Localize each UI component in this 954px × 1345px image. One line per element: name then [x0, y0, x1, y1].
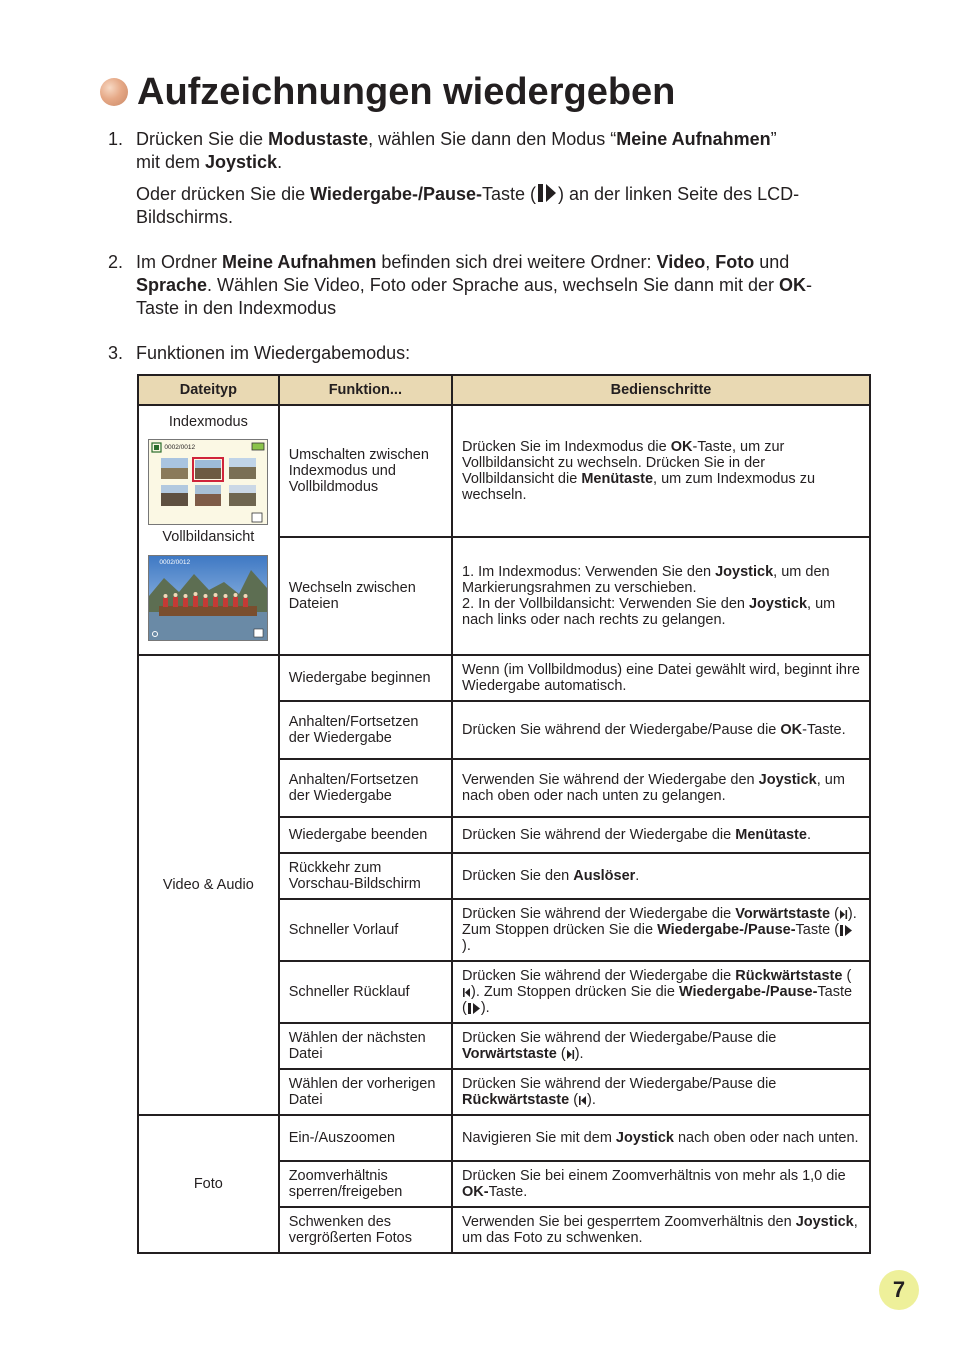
bold-text: Sprache: [136, 275, 208, 295]
table-row: [138, 405, 870, 537]
page-number-badge: 7: [879, 1270, 919, 1310]
text: ).: [462, 938, 471, 954]
bold-text: OK: [779, 275, 807, 295]
text: und: [754, 252, 790, 272]
text: ). Zum Stoppen drücken Sie die: [462, 906, 857, 938]
text: nach oben oder nach unten.: [673, 1130, 859, 1146]
steps-cell: [452, 1023, 870, 1069]
index-mode-label: Indexmodus: [168, 414, 248, 430]
text: .: [277, 152, 283, 172]
text: (: [569, 1092, 579, 1108]
steps-cell: [452, 759, 870, 817]
steps-cell: [452, 1115, 870, 1161]
text: Drücken Sie während der Wiedergabe die: [462, 906, 736, 922]
text: (: [842, 968, 852, 984]
page-title: Aufzeichnungen wiedergeben: [137, 71, 676, 113]
bold-text: Wiedergabe-/Pause-: [310, 184, 482, 204]
text: befinden sich drei weitere Ordner:: [376, 252, 657, 272]
steps-cell: [452, 1207, 870, 1253]
bold-text: Rückwärtstaste: [735, 968, 843, 984]
text: ). Zum Stoppen drücken Sie die: [471, 984, 679, 1000]
text: , um das Foto zu schwenken.: [462, 1214, 858, 1246]
full-view-screenshot: [148, 555, 268, 641]
step-number: 2.: [108, 252, 124, 272]
text: Taste in den Indexmodus: [136, 298, 337, 318]
video-audio-cell: Video & Audio: [138, 655, 279, 1115]
text: Drücken Sie den: [462, 868, 574, 884]
bold-text: OK: [780, 722, 803, 738]
text: Drücken Sie während der Wiedergabe/Pause die: [462, 1076, 777, 1092]
steps-cell: [452, 899, 870, 961]
text: Taste (: [795, 922, 840, 938]
function-cell: Schwenken des vergrößerten Fotos: [279, 1207, 452, 1253]
full-view-label: Vollbildansicht: [162, 529, 255, 545]
text: Taste (: [462, 984, 853, 1016]
play-pause-icon: [467, 1002, 481, 1015]
function-cell: Schneller Rücklauf: [279, 961, 452, 1023]
text: ).: [587, 1092, 596, 1108]
text: , um den Markierungsrahmen zu verschieben.: [462, 564, 830, 596]
text: mit dem: [136, 152, 206, 172]
bold-text: Joystick: [748, 596, 808, 612]
play-pause-icon: [839, 924, 853, 937]
text: Verwenden Sie bei gesperrtem Zoomverhältnis den: [462, 1214, 796, 1230]
forward-icon: [839, 908, 848, 921]
playback-functions-table: [137, 374, 871, 1254]
header-bedienschritte: Bedienschritte: [452, 375, 870, 405]
foto-cell: Foto: [138, 1115, 279, 1253]
rewind-icon: [462, 986, 471, 999]
full-view-counter: 0002/0012: [159, 559, 191, 566]
text: Drücken Sie während der Wiedergabe die: [462, 827, 736, 843]
steps-cell: [452, 1161, 870, 1207]
bold-text: Rückwärtstaste: [462, 1092, 570, 1108]
table-row: [138, 1115, 870, 1161]
text: .: [635, 868, 640, 884]
function-cell: Schneller Vorlauf: [279, 899, 452, 961]
play-pause-icon: [536, 183, 558, 203]
forward-icon: [566, 1048, 575, 1061]
rewind-icon: [578, 1094, 587, 1107]
text: 1. Im Indexmodus: Verwenden Sie den: [462, 564, 716, 580]
table-header-row: [138, 375, 870, 405]
text: ) an der linken Seite des LCD-: [558, 184, 800, 204]
steps-cell: [452, 853, 870, 899]
steps-cell: [452, 817, 870, 853]
bold-text: Joystick: [615, 1130, 674, 1146]
function-cell: Wählen der nächsten Datei: [279, 1023, 452, 1069]
bold-text: Meine Aufnahmen: [222, 252, 377, 272]
function-cell: Wiedergabe beenden: [279, 817, 452, 853]
function-cell: Anhalten/Fortsetzen der Wiedergabe: [279, 759, 452, 817]
text: Verwenden Sie während der Wiedergabe den: [462, 772, 759, 788]
steps-cell: [452, 701, 870, 759]
text: Navigieren Sie mit dem: [462, 1130, 616, 1146]
text: Im Ordner: [136, 252, 223, 272]
text: Bildschirms.: [136, 207, 234, 227]
text: ,: [705, 252, 716, 272]
bold-text: Foto: [715, 252, 755, 272]
bold-text: Wiedergabe-/Pause-: [678, 984, 818, 1000]
bold-text: Wiedergabe-/Pause-: [657, 922, 796, 938]
function-cell: Wiedergabe beginnen: [279, 655, 452, 701]
text: -Taste.: [802, 722, 846, 738]
text: Oder drücken Sie die: [136, 184, 311, 204]
text: ”: [770, 129, 777, 149]
text: (: [830, 906, 839, 922]
steps-cell: [452, 961, 870, 1023]
text: , um zum Indexmodus zu wechseln.: [462, 471, 816, 503]
bold-text: Auslöser: [573, 868, 636, 884]
text: , um nach oben oder nach unten zu gelangen.: [462, 772, 845, 804]
text: ).: [480, 1000, 490, 1016]
boat-photo-image: [149, 556, 267, 640]
text: .: [806, 827, 811, 843]
bold-text: Joystick: [795, 1214, 854, 1230]
bold-text: Joystick: [715, 564, 774, 580]
text: Taste (: [481, 184, 537, 204]
steps-cell: Wenn (im Vollbildmodus) eine Datei gewählt wird, beginnt ihre Wiedergabe automatisch.: [452, 655, 870, 701]
bold-text: Vorwärtstaste: [462, 1046, 557, 1062]
text: . Wählen Sie Video, Foto oder Sprache aus, wechseln Sie dann mit der: [207, 275, 780, 295]
text: Drücken Sie während der Wiedergabe die: [462, 968, 736, 984]
bold-text: Joystick: [758, 772, 817, 788]
header-funktion: Funktion...: [279, 375, 452, 405]
function-cell: Wechseln zwischen Dateien: [279, 537, 452, 655]
index-mode-screenshot: [148, 439, 268, 525]
bold-text: OK: [670, 439, 693, 455]
text: , um nach links oder nach rechts zu gelangen.: [462, 596, 836, 628]
text: ).: [574, 1046, 584, 1062]
text: Taste.: [488, 1184, 528, 1200]
function-cell: Umschalten zwischen Indexmodus und Vollbildmodus: [279, 405, 452, 537]
text: (: [556, 1046, 566, 1062]
steps-cell: [452, 537, 870, 655]
steps-cell: [452, 405, 870, 537]
function-cell: Rückkehr zum Vorschau-Bildschirm: [279, 853, 452, 899]
header-dateityp: Dateityp: [138, 375, 279, 405]
text: Drücken Sie die: [136, 129, 269, 149]
step-number: 1.: [108, 129, 124, 149]
text: -: [806, 275, 813, 295]
text: Drücken Sie während der Wiedergabe/Pause die: [462, 1030, 777, 1046]
image-modes-cell: [138, 405, 279, 655]
bold-text: Meine Aufnahmen: [616, 129, 771, 149]
text: Funktionen im Wiedergabemodus:: [136, 343, 411, 363]
steps-cell: [452, 1069, 870, 1115]
bold-text: Menütaste: [581, 471, 654, 487]
text: -Taste, um zur Vollbildansicht zu wechseln. Drücken Sie in der Vollbildansicht die: [462, 439, 785, 487]
text: Drücken Sie bei einem Zoomverhältnis von mehr als 1,0 die: [462, 1168, 846, 1184]
title-bullet-icon: [100, 78, 128, 106]
bold-text: Vorwärtstaste: [735, 906, 831, 922]
bold-text: Video: [656, 252, 706, 272]
index-counter: 0002/0012: [164, 444, 196, 451]
text: Drücken Sie im Indexmodus die: [462, 439, 671, 455]
step-number: 3.: [108, 343, 124, 363]
table-row: [138, 655, 870, 701]
function-cell: Zoomverhältnis sperren/freigeben: [279, 1161, 452, 1207]
function-cell: Anhalten/Fortsetzen der Wiedergabe: [279, 701, 452, 759]
bold-text: Joystick: [205, 152, 278, 172]
function-cell: Ein-/Auszoomen: [279, 1115, 452, 1161]
text: , wählen Sie dann den Modus “: [368, 129, 617, 149]
thumbnail-grid-image: [149, 440, 267, 524]
bold-text: OK-: [462, 1184, 489, 1200]
bold-text: Modustaste: [268, 129, 369, 149]
text: 2. In der Vollbildansicht: Verwenden Sie den: [462, 596, 749, 612]
function-cell: Wählen der vorherigen Datei: [279, 1069, 452, 1115]
bold-text: Menütaste: [735, 827, 807, 843]
text: Drücken Sie während der Wiedergabe/Pause die: [462, 722, 781, 738]
